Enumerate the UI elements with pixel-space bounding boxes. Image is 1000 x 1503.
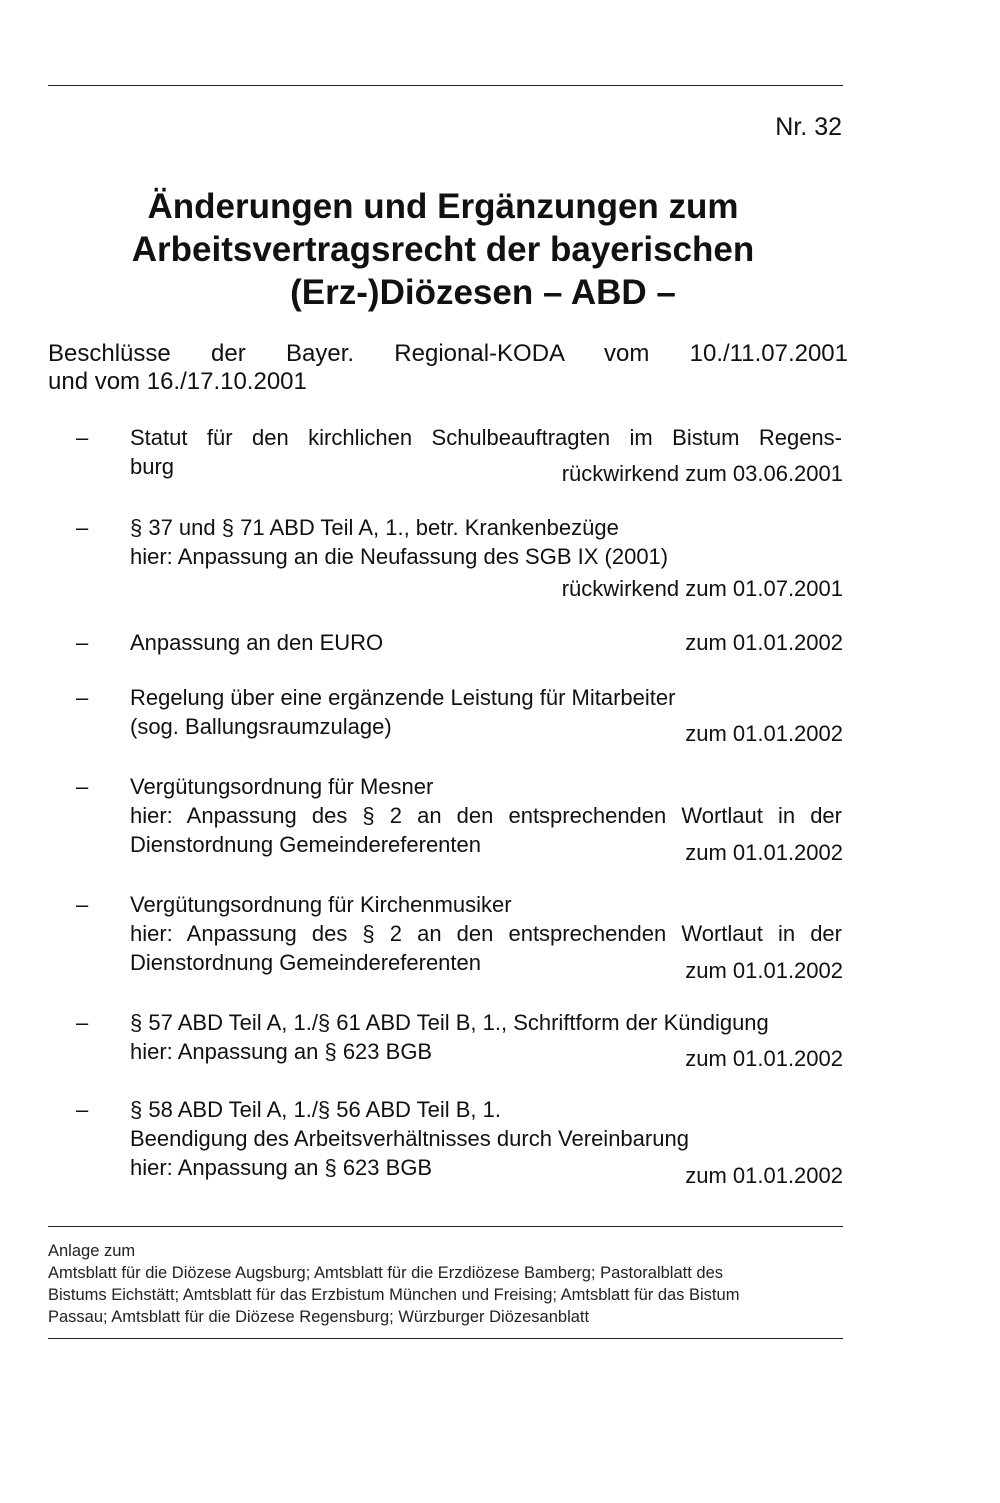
effective-date: zum 01.01.2002 — [685, 958, 843, 983]
document-title — [0, 185, 886, 314]
item-line: hier: Anpassung des § 2 an den entsprechenden Wortlaut in der — [130, 803, 842, 828]
footer-bottom-rule — [48, 1338, 843, 1339]
subtitle-line-1: Beschlüsse der Bayer. Regional-KODA vom 10./11.07.2001 — [48, 340, 848, 367]
item-line: Beendigung des Arbeitsverhältnisses durch Vereinbarung — [130, 1126, 689, 1151]
item-line: hier: Anpassung an § 623 BGB — [130, 1155, 433, 1180]
footer-line-4: Passau; Amtsblatt für die Diözese Regensburg; Würzburger Diözesanblatt — [48, 1308, 590, 1326]
effective-date: zum 01.01.2002 — [685, 721, 843, 746]
effective-date: zum 01.01.2002 — [685, 1046, 843, 1071]
item-line: Vergütungsordnung für Kirchenmusiker — [130, 892, 512, 917]
title-line-2: Arbeitsvertragsrecht der bayerischen — [131, 230, 755, 269]
document-number: Nr. 32 — [775, 113, 842, 141]
item-line: hier: Anpassung an § 623 BGB — [130, 1039, 433, 1064]
item-line: Dienstordnung Gemeindereferenten — [130, 950, 482, 975]
item-line: Dienstordnung Gemeindereferenten — [130, 832, 482, 857]
title-line-3: (Erz-)Diözesen – ABD – — [290, 273, 676, 312]
list-dash: – — [76, 685, 89, 710]
effective-date: zum 01.01.2002 — [685, 840, 843, 865]
effective-date: rückwirkend zum 03.06.2001 — [561, 461, 843, 486]
top-rule — [48, 85, 843, 86]
resolution-subtitle — [48, 340, 848, 396]
footer-line-1: Anlage zum — [48, 1242, 136, 1260]
item-line: Vergütungsordnung für Mesner — [130, 774, 434, 799]
footer-line-2: Amtsblatt für die Diözese Augsburg; Amtsblatt für die Erzdiözese Bamberg; Pastoralblatt des — [48, 1264, 724, 1282]
subtitle-line-2: und vom 16./17.10.2001 — [48, 368, 307, 395]
list-dash: – — [76, 774, 89, 799]
item-line: Statut für den kirchlichen Schulbeauftragten im Bistum Regens- — [130, 425, 842, 450]
item-text — [130, 513, 842, 571]
effective-date: zum 01.01.2002 — [685, 1163, 843, 1188]
item-line: § 37 und § 71 ABD Teil A, 1., betr. Krankenbezüge — [130, 515, 619, 540]
list-dash: – — [76, 1010, 89, 1035]
item-line: (sog. Ballungsraumzulage) — [130, 714, 392, 739]
item-line: § 58 ABD Teil A, 1./§ 56 ABD Teil B, 1. — [130, 1097, 501, 1122]
item-line: burg — [130, 454, 175, 479]
effective-date: zum 01.01.2002 — [685, 630, 843, 655]
list-dash: – — [76, 630, 89, 655]
item-line: hier: Anpassung an die Neufassung des SGB IX (2001) — [130, 544, 669, 569]
effective-date: rückwirkend zum 01.07.2001 — [561, 576, 843, 601]
list-dash: – — [76, 892, 89, 917]
item-line: Regelung über eine ergänzende Leistung für Mitarbeiter — [130, 685, 676, 710]
list-dash: – — [76, 1097, 89, 1122]
item-line: hier: Anpassung des § 2 an den entsprechenden Wortlaut in der — [130, 921, 842, 946]
footer-note — [48, 1240, 848, 1328]
item-line: Anpassung an den EURO — [130, 630, 384, 655]
footer-line-3: Bistums Eichstätt; Amtsblatt für das Erzbistum München und Freising; Amtsblatt für das Bistum — [48, 1286, 740, 1304]
footer-top-rule — [48, 1226, 843, 1227]
list-dash: – — [76, 515, 89, 540]
item-line: § 57 ABD Teil A, 1./§ 61 ABD Teil B, 1., Schriftform der Kündigung — [130, 1010, 769, 1035]
list-dash: – — [76, 425, 89, 450]
title-line-1: Änderungen und Ergänzungen zum — [147, 187, 739, 226]
